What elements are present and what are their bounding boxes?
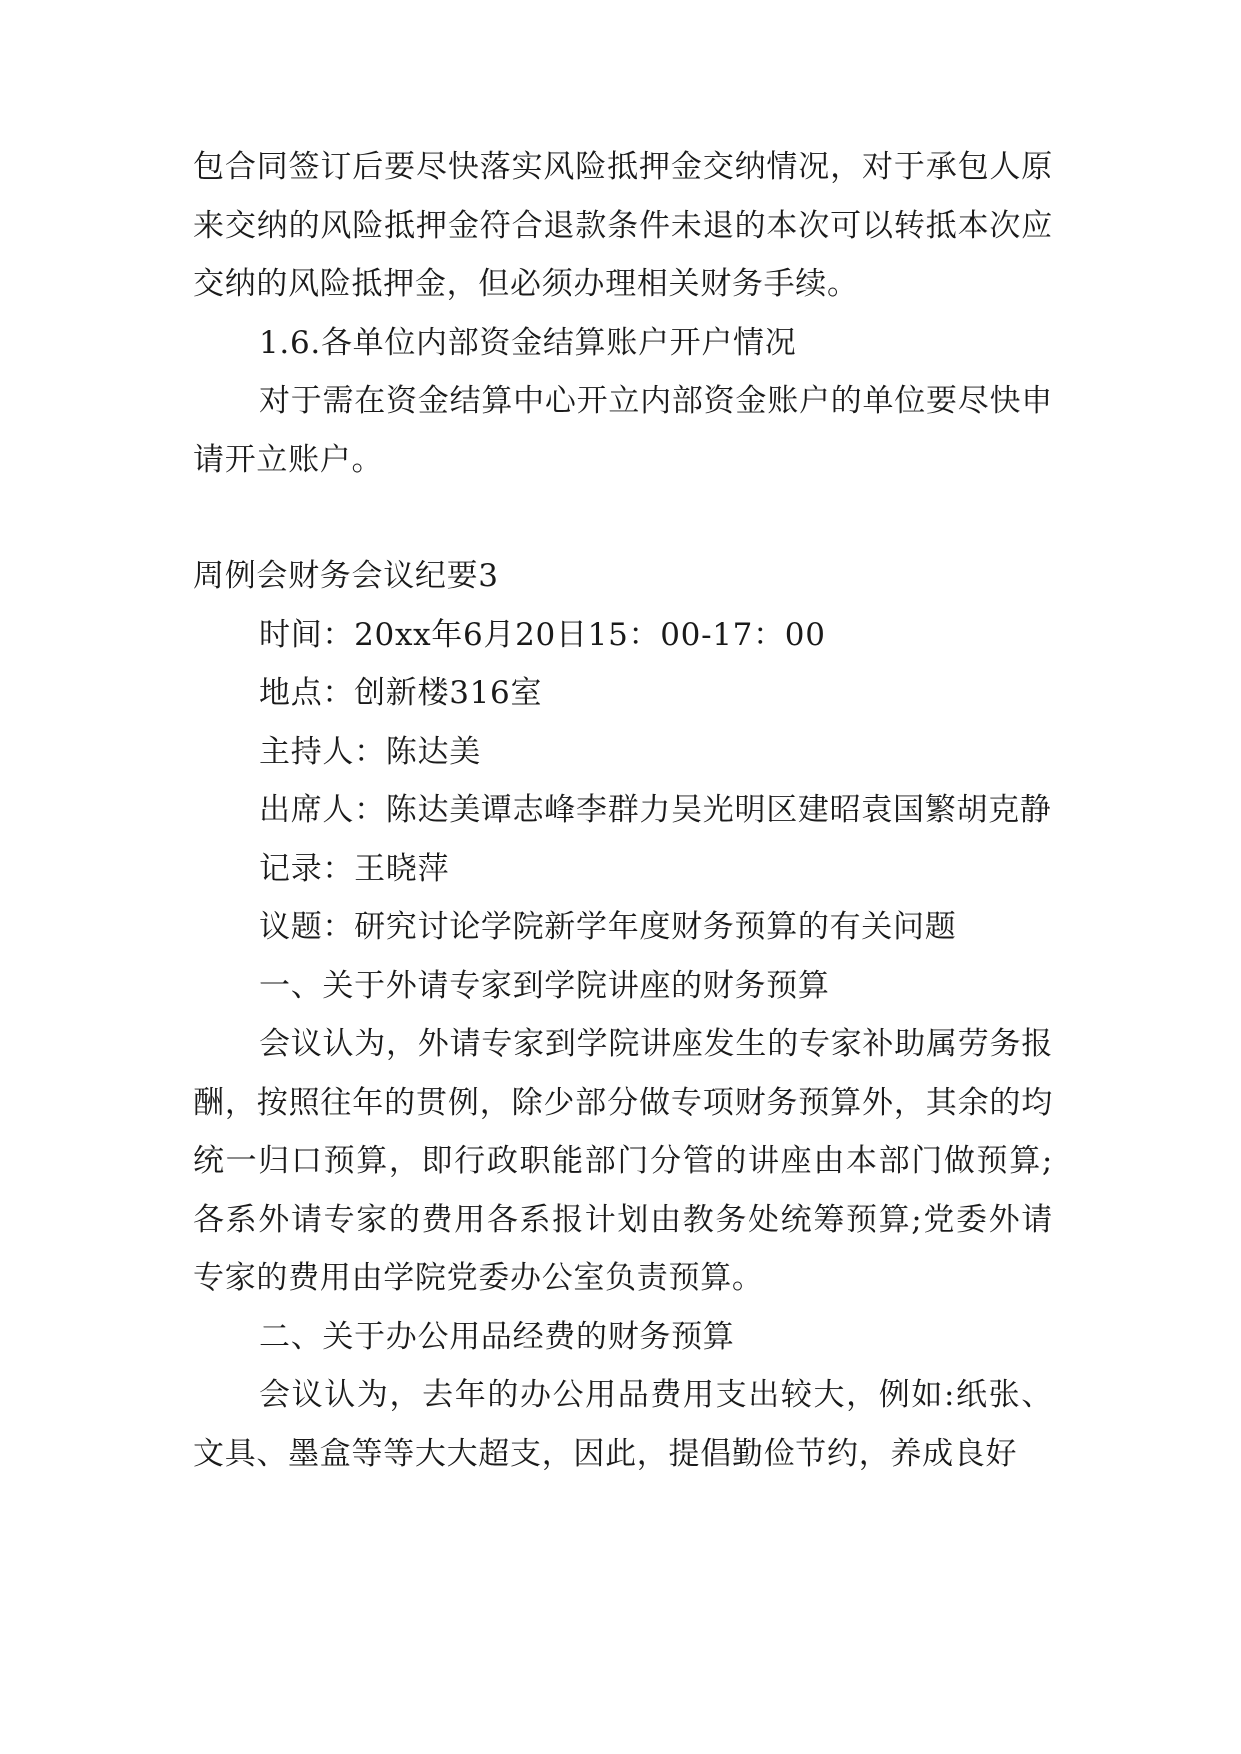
meeting-attendees: 出席人：陈达美谭志峰李群力吴光明区建昭袁国繁胡克静 — [259, 792, 1052, 828]
meeting-recorder: 记录：王晓萍 — [259, 850, 450, 887]
meeting-place: 地点：创新楼316室 — [259, 675, 543, 711]
meeting-host: 主持人：陈达美 — [259, 733, 481, 770]
meeting-topic: 议题：研究讨论学院新学年度财务预算的有关问题 — [259, 909, 957, 945]
section-body-lecture-budget: 会议认为，外请专家到学院讲座发生的专家补助属劳务报酬，按照往年的贯例，除少部分做专项财务预算外，其余的均统一归口预算，即行政职能部门分管的讲座由本部门做预算;各系外请专家的费用各系报计划由教务处统筹预算;党委外请专家的费用由学院党委办公室负责预算。 — [193, 1026, 1053, 1296]
section-heading-lecture-budget: 一、关于外请专家到学院讲座的财务预算 — [259, 967, 830, 1004]
section-heading-office-supplies: 二、关于办公用品经费的财务预算 — [259, 1318, 735, 1355]
paragraph-account-opening: 对于需在资金结算中心开立内部资金账户的单位要尽快申请开立账户。 — [193, 383, 1053, 478]
section-body-office-supplies: 会议认为，去年的办公用品费用支出较大，例如:纸张、文具、墨盒等等大大超支，因此，提倡勤俭节约，养成良好 — [193, 1377, 1053, 1472]
subheading-account-opening: 1.6.各单位内部资金结算账户开户情况 — [259, 324, 797, 361]
meeting-time: 时间：20xx年6月20日15：00-17：00 — [259, 616, 826, 653]
paragraph-gap — [193, 489, 1053, 547]
paragraph-continued: 包合同签订后要尽快落实风险抵押金交纳情况，对于承包人原来交纳的风险抵押金符合退款条件未退的本次可以转抵本次应交纳的风险抵押金，但必须办理相关财务手续。 — [193, 149, 1053, 302]
document-body — [193, 138, 1053, 1483]
document-title: 周例会财务会议纪要3 — [193, 558, 499, 594]
